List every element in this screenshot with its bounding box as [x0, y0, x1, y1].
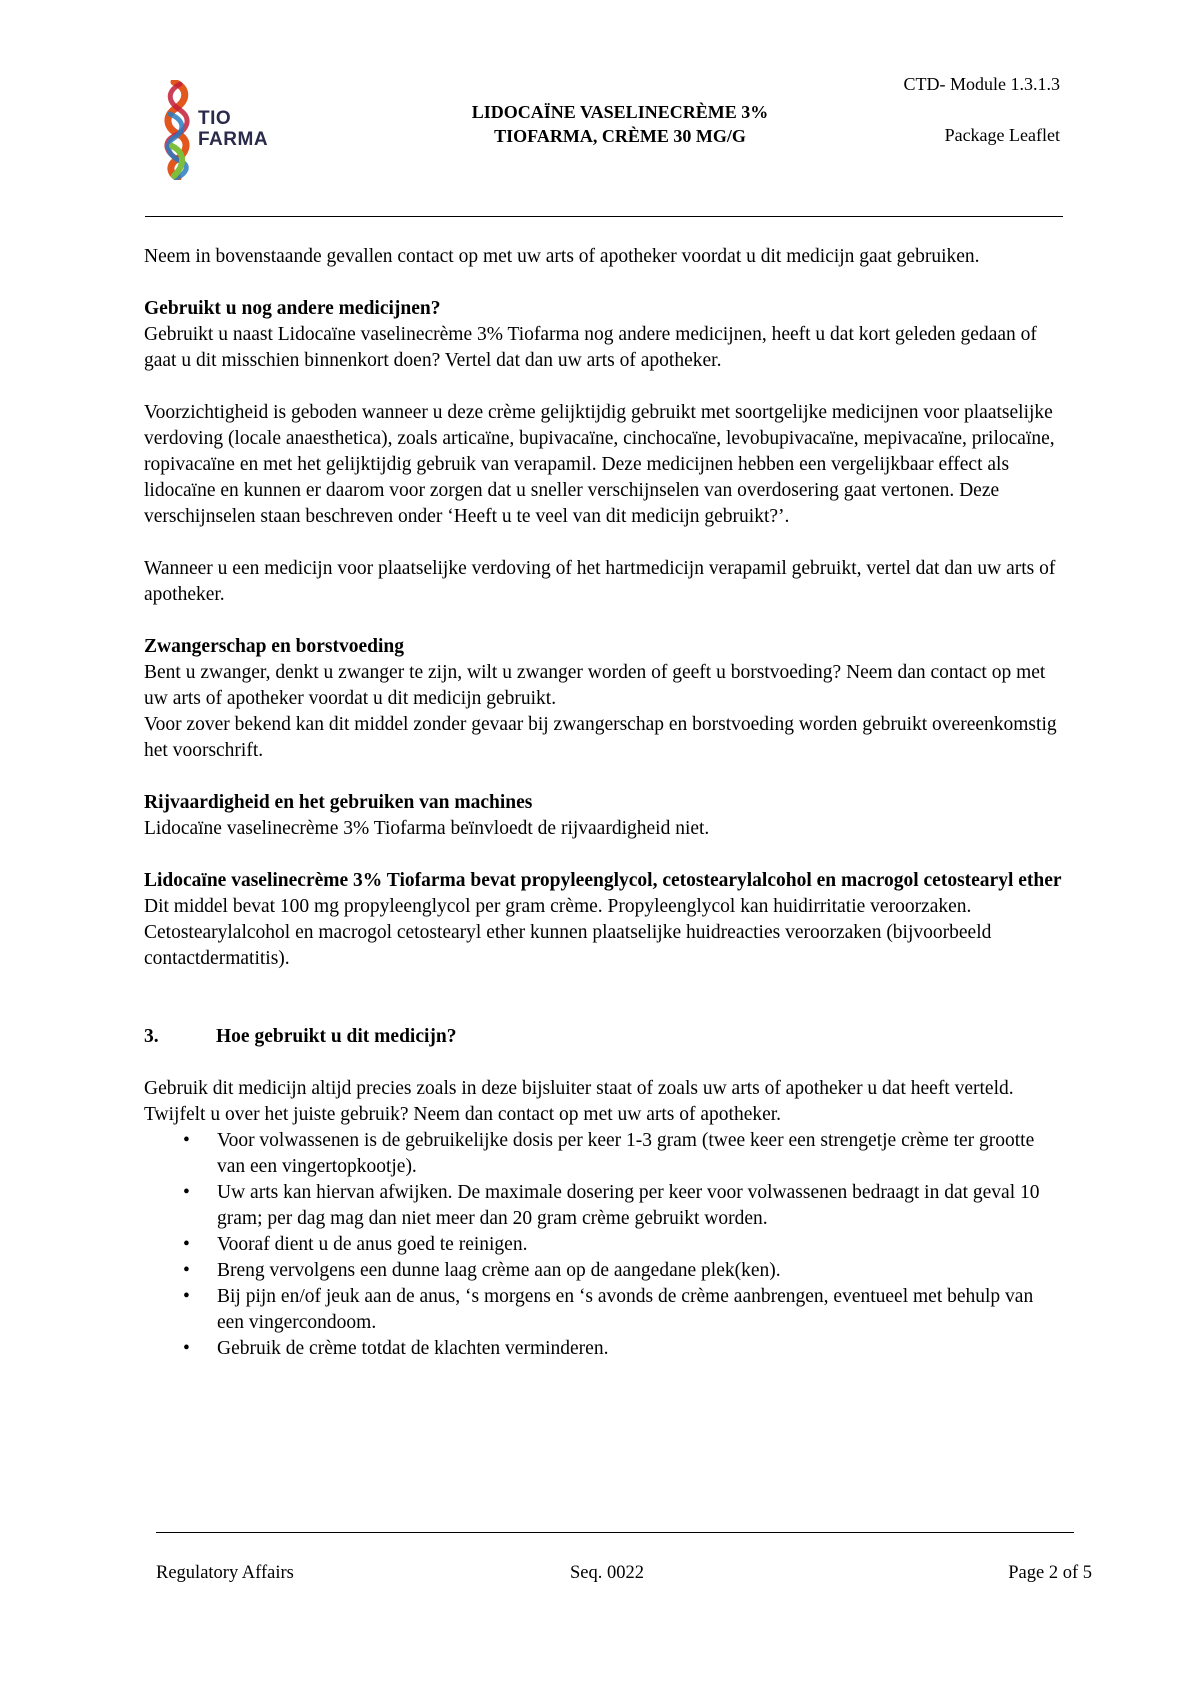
title-line-2: TIOFARMA, CRÈME 30 MG/G	[494, 126, 746, 146]
logo-text-line-1: TIO	[198, 108, 232, 129]
other-medicines-paragraph-3: Wanneer u een medicijn voor plaatselijke verdoving of het hartmedicijn verapamil gebruikt, vertel dat dan uw arts of apotheker.	[144, 558, 1056, 605]
list-item: • Uw arts kan hiervan afwijken. De maximale dosering per keer voor volwassenen bedraagt in dat geval 10 gram; per dag mag dan niet meer dan 20 gram crème gebruikt worden.	[183, 1182, 1040, 1229]
logo-text-line-2: FARMA	[198, 129, 269, 150]
package-leaflet-label: Package Leaflet	[944, 125, 1060, 145]
bullet-icon: •	[183, 1182, 190, 1203]
other-medicines-paragraph-2: Voorzichtigheid is geboden wanneer u deze crème gelijktijdig gebruikt met soortgelijke medicijnen voor plaatselijke verdoving (locale anaesthetica), zoals articaïne, bupivacaïne, cinchocaïne, levobupivacaïne, mepivacaïne, prilocaïne, ropivacaïne en met het gelijktijdig gebruik van verapamil. Deze medicijnen hebben een vergelijkbaar effect als lidocaïne en kunnen er daarom voor zorgen dat u sneller verschijnselen van overdosering gaat vertonen. Deze verschijnselen staan beschreven onder ‘Heeft u te veel van dit medicijn gebruikt?’.	[144, 402, 1055, 527]
driving-paragraph: Lidocaïne vaselinecrème 3% Tiofarma beïnvloedt de rijvaardigheid niet.	[144, 818, 710, 839]
bullet-icon: •	[183, 1286, 190, 1307]
logo-wordmark	[198, 108, 268, 150]
leaflet-body	[144, 244, 1064, 1362]
bullet-icon: •	[183, 1234, 190, 1255]
footer-page-number: Page 2 of 5	[1008, 1563, 1092, 1583]
pregnancy-heading: Zwangerschap en borstvoeding	[144, 636, 405, 657]
ctd-module-label: CTD- Module 1.3.1.3	[903, 74, 1060, 94]
header-divider	[145, 216, 1063, 217]
list-item: • Vooraf dient u de anus goed te reinigen.	[144, 1232, 1064, 1258]
list-item: • Bij pijn en/of jeuk aan de anus, ‘s morgens en ‘s avonds de crème aanbrengen, eventueel met behulp van een vingercondoom.	[183, 1286, 1034, 1333]
contains-paragraph-1: Dit middel bevat 100 mg propyleenglycol per gram crème. Propyleenglycol kan huidirritatie veroorzaken.	[144, 896, 972, 917]
document-title	[360, 100, 880, 148]
bullet-icon: •	[183, 1130, 190, 1151]
bullet-icon: •	[183, 1260, 190, 1281]
footer-sequence: Seq. 0022	[570, 1563, 644, 1583]
title-line-1: LIDOCAÏNE VASELINECRÈME 3%	[471, 102, 769, 122]
dosage-bullet-list	[144, 1128, 1064, 1362]
section-3-intro: Gebruik dit medicijn altijd precies zoals in deze bijsluiter staat of zoals uw arts of apotheker u dat heeft verteld. Twijfelt u over het juiste gebruik? Neem dan contact op met uw arts of apotheker.	[144, 1078, 1014, 1125]
footer-department: Regulatory Affairs	[156, 1563, 294, 1583]
list-item: • Gebruik de crème totdat de klachten verminderen.	[144, 1336, 1064, 1362]
intro-paragraph: Neem in bovenstaande gevallen contact op met uw arts of apotheker voordat u dit medicijn gaat gebruiken.	[144, 246, 980, 267]
bullet-icon: •	[183, 1338, 190, 1359]
contains-paragraph-2: Cetostearylalcohol en macrogol cetostearyl ether kunnen plaatselijke huidreacties veroorzaken (bijvoorbeeld contactdermatitis).	[144, 922, 992, 969]
section-3-title: Hoe gebruikt u dit medicijn?	[216, 1026, 457, 1047]
contains-heading: Lidocaïne vaselinecrème 3% Tiofarma bevat propyleenglycol, cetostearylalcohol en macrogol cetostearyl ether	[144, 870, 1062, 891]
list-item: • Voor volwassenen is de gebruikelijke dosis per keer 1-3 gram (twee keer een strengetje crème ter grootte van een vingertopkootje).	[183, 1130, 1035, 1177]
other-medicines-heading: Gebruikt u nog andere medicijnen?	[144, 298, 441, 319]
list-item: • Breng vervolgens een dunne laag crème aan op de aangedane plek(ken).	[144, 1258, 1064, 1284]
footer-divider	[156, 1532, 1074, 1533]
section-3-heading	[144, 1024, 1064, 1050]
section-3-number: 3.	[144, 1026, 159, 1047]
pregnancy-paragraph-2: Voor zover bekend kan dit middel zonder gevaar bij zwangerschap en borstvoeding worden gebruikt overeenkomstig het voorschrift.	[144, 714, 1057, 761]
driving-heading: Rijvaardigheid en het gebruiken van machines	[144, 792, 533, 813]
other-medicines-paragraph-1: Gebruikt u naast Lidocaïne vaselinecrème 3% Tiofarma nog andere medicijnen, heeft u dat kort geleden gedaan of gaat u dit misschien binnenkort doen? Vertel dat dan uw arts of apotheker.	[144, 324, 1037, 371]
pregnancy-paragraph-1: Bent u zwanger, denkt u zwanger te zijn, wilt u zwanger worden of geeft u borstvoeding? Neem dan contact op met uw arts of apotheker voordat u dit medicijn gebruikt.	[144, 662, 1046, 709]
